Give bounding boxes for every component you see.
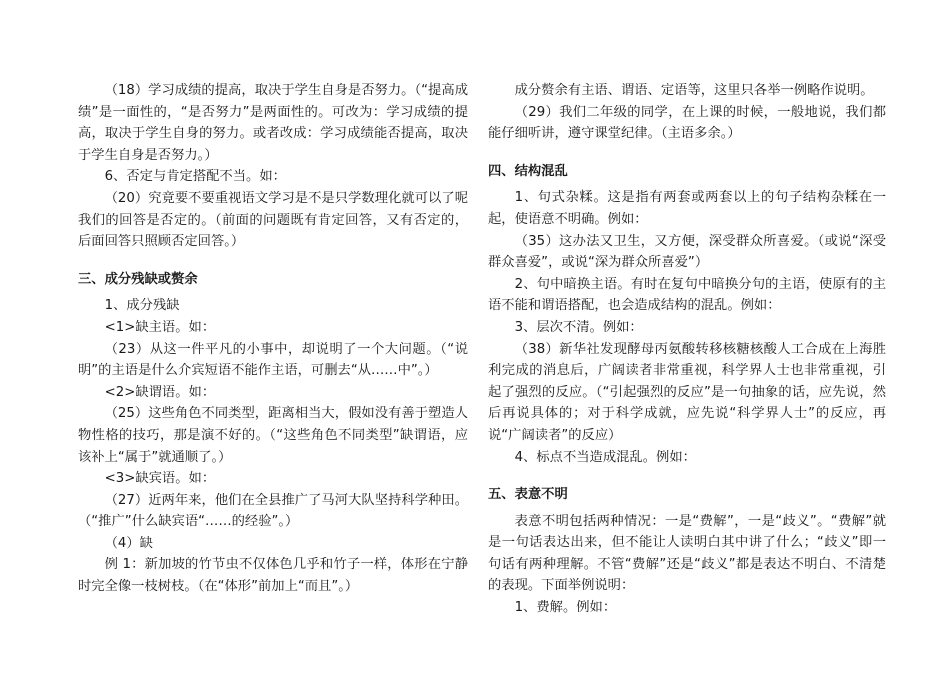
item-4-punctuation: 4、标点不当造成混乱。例如：: [514, 449, 696, 465]
paragraph-35: （35）这办法又卫生，又方便，深受群众所喜爱。（或说“深受群众喜爱”，或说“深为群众所喜爱”）: [488, 233, 886, 271]
left-column: [78, 80, 468, 598]
section-heading-5: 五、表意不明: [488, 487, 568, 503]
paragraph-27: （27）近两年来，他们在全县推广了马河大队坚持科学种田。（“推广”什么缺宾语“……的经验”。）: [78, 492, 468, 530]
paragraph-29: （29）我们二年级的同学，在上课的时候，一般地说，我们都能仔细听讲，遵守课堂纪律。（主语多余。）: [488, 104, 886, 142]
example-1: 例 1：新加坡的竹节虫不仅体色几乎和竹子一样，体形在宁静时完全像一枝树枝。（在“体形”前加上“而且”。）: [78, 557, 468, 595]
section-heading-3: 三、成分残缺或赘余: [78, 271, 198, 287]
sub-item-4: （4）缺: [104, 535, 153, 551]
sub-item-1: <1>缺主语。如：: [104, 319, 216, 335]
sub-item-2: <2>缺谓语。如：: [104, 384, 216, 400]
paragraph-25: （25）这些角色不同类型，距离相当大，假如没有善于塑造人物性格的技巧，那是演不好的。（“这些角色不同类型”缺谓语，应该补上“属于”就通顺了。）: [78, 406, 468, 465]
paragraph-18: （18）学习成绩的提高，取决于学生自身是否努力。（“提高成绩”是一面性的，“是否努力”是两面性的。可改为：学习成绩的提高，取决于学生自身的努力。或者改成：学习成绩能否提高，取决于学生自身是否努力。）: [78, 83, 468, 163]
subheading-1: 1、成分残缺: [104, 298, 180, 314]
item-1-obscure: 1、费解。例如：: [514, 600, 617, 616]
item-6: 6、否定与肯定搭配不当。如：: [104, 169, 286, 185]
paragraph-ambiguity: 表意不明包括两种情况：一是“费解”，一是“歧义”。“费解”就是一句话表达出来，但不能让人读明白其中讲了什么；“歧义”即一句话有两种理解。不管“费解”还是“歧义”都是表达不明白、不清楚的表现。下面举例说明：: [488, 513, 886, 594]
right-column: [488, 80, 886, 619]
sub-item-3: <3>缺宾语。如：: [104, 471, 216, 487]
section-heading-4: 四、结构混乱: [488, 163, 568, 179]
paragraph-23: （23）从这一件平凡的小事中，却说明了一个大问题。（“说明”的主语是什么介宾短语不能作主语，可删去“从……中”。）: [78, 341, 468, 379]
item-1-mixed-structure: 1、句式杂糅。这是指有两套或两套以上的句子结构杂糅在一起，使语意不明确。例如：: [488, 190, 886, 227]
item-2-subject-switch: 2、句中暗换主语。有时在复句中暗换分句的主语，使原有的主语不能和谓语搭配，也会造成结构的混乱。例如：: [488, 276, 886, 314]
item-3-unclear-levels: 3、层次不清。例如：: [514, 319, 643, 335]
paragraph-20: （20）究竟要不要重视语文学习是不是只学数理化就可以了呢我们的回答是否定的。（前面的问题既有肯定回答，又有否定的，后面回答只照顾否定回答。）: [78, 190, 468, 250]
paragraph-redundancy: 成分赘余有主语、谓语、定语等，这里只各举一例略作说明。: [514, 83, 874, 98]
paragraph-38: （38）新华社发现酵母丙氨酸转移核糖核酸人工合成在上海胜利完成的消息后，广阔读者非常重视，科学界人士也非常重视，引起了强烈的反应。（“引起强烈的反应”是一句抽象的话，应先说，然后再说具体的；对于科学成就，应先说“科学界人士”的反应，再说“广阔读者”的反应）: [488, 341, 886, 443]
